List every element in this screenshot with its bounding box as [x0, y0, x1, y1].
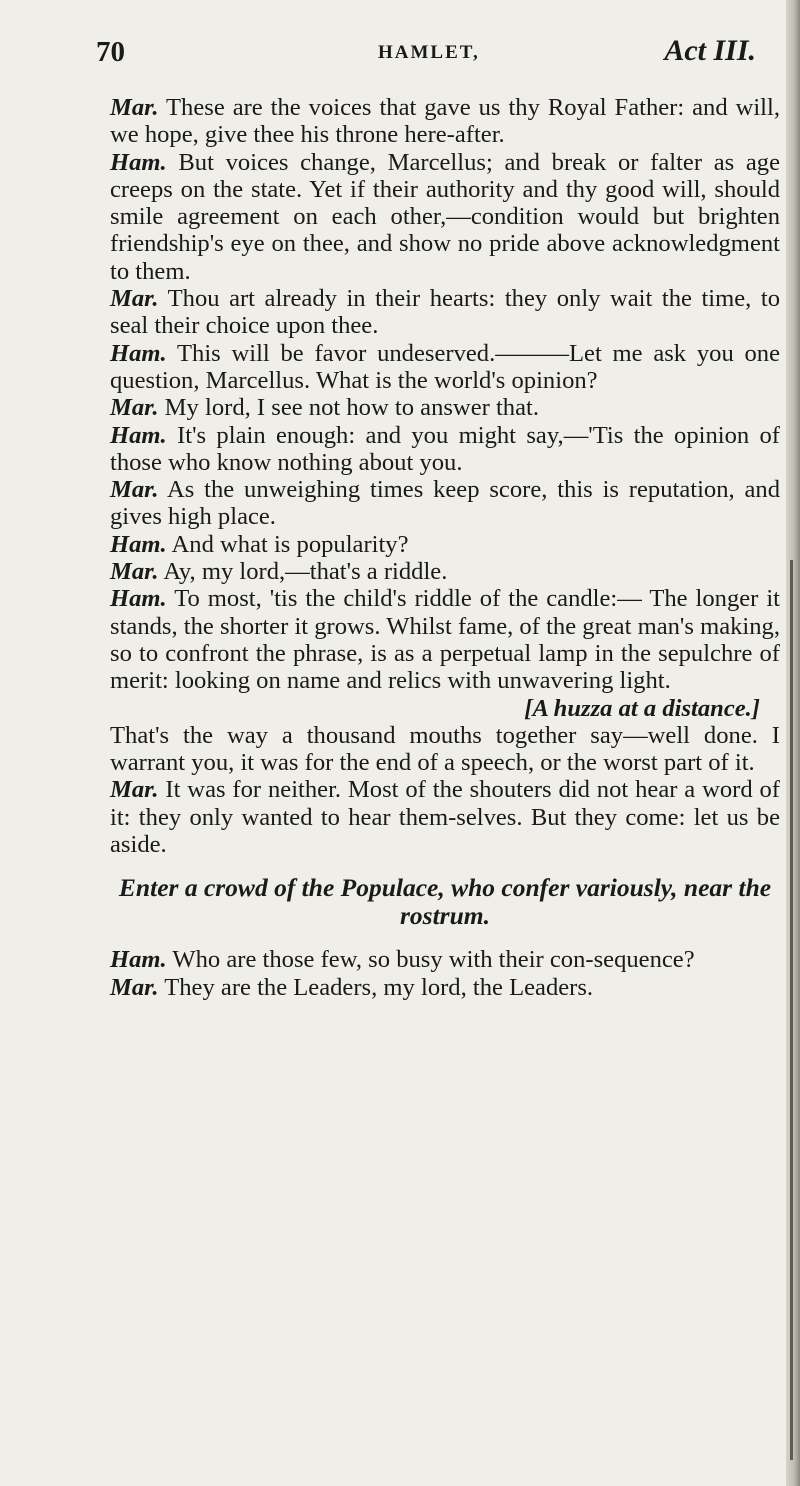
- speech-text: As the unweighing times keep score, this is reputation, and gives high place.: [110, 476, 780, 531]
- speech-1: [110, 94, 780, 149]
- speech-2: [110, 149, 780, 285]
- speech-5: [110, 394, 780, 421]
- page-edge-shadow: [786, 0, 800, 1486]
- speech-text: It's plain enough: and you might say,—'Tis the opinion of those who know nothing about you.: [110, 421, 780, 476]
- speaker-label: Ham.: [110, 946, 167, 974]
- entrance-direction: Enter a crowd of the Populace, who confer variously, near the rostrum.: [118, 873, 772, 931]
- speech-text: Thou art already in their hearts: they only wait the time, to seal their choice upon thee.: [110, 285, 780, 340]
- page-text: [110, 94, 780, 1001]
- speaker-label: Mar.: [110, 285, 159, 313]
- speech-text: It was for neither. Most of the shouters did not hear a word of it: they only wanted to hear them-selves. But they come: let us be aside.: [110, 776, 780, 859]
- speaker-label: Ham.: [110, 585, 167, 613]
- speech-continuation: That's the way a thousand mouths together say—well done. I warrant you, it was for the end of a speech, or the worst part of it.: [110, 721, 780, 777]
- speech-text: These are the voices that gave us thy Royal Father: and will, we hope, give thee his throne here-after.: [110, 94, 780, 149]
- speech-text: They are the Leaders, my lord, the Leaders.: [158, 973, 594, 1001]
- speech-text: But voices change, Marcellus; and break or falter as age creeps on the state. Yet if their authority and thy good will, should smile agreement on each other,—condition would but brighten friendship's eye on thee, and show no pride above acknowledgment to them.: [110, 148, 780, 285]
- speech-9: [110, 558, 780, 585]
- speech-6: [110, 422, 780, 477]
- speech-text: To most, 'tis the child's riddle of the candle:— The longer it stands, the shorter it grows. Whilst fame, of the great man's making, so to confront the phrase, is as a perpetual lamp in the sepulchre of merit: looking on name and relics with unwavering light.: [110, 585, 780, 695]
- speech-text: My lord, I see not how to answer that.: [158, 394, 539, 422]
- speech-text: Ay, my lord,—that's a riddle.: [158, 558, 448, 586]
- speaker-label: Ham.: [110, 530, 167, 558]
- speaker-label: Ham.: [110, 339, 167, 367]
- speaker-label: Mar.: [110, 394, 159, 422]
- speaker-label: Mar.: [110, 476, 159, 504]
- speaker-label: Mar.: [110, 776, 159, 804]
- speech-4: [110, 340, 780, 395]
- running-head: [96, 36, 760, 76]
- speech-text: Who are those few, so busy with their con-sequence?: [166, 946, 695, 974]
- speaker-label: Ham.: [110, 148, 167, 176]
- running-title: HAMLET,: [378, 42, 480, 63]
- speech-10: [110, 585, 780, 694]
- speech-7: [110, 476, 780, 531]
- stage-direction: [A huzza at a distance.]: [524, 694, 760, 722]
- speech-12: [110, 946, 780, 973]
- speech-3: [110, 285, 780, 340]
- speech-text: This will be favor undeserved.———Let me ask you one question, Marcellus. What is the world's opinion?: [110, 339, 780, 394]
- speaker-label: Mar.: [110, 558, 159, 586]
- speech-8: [110, 531, 780, 558]
- speaker-label: Mar.: [110, 94, 159, 121]
- speech-13: [110, 974, 780, 1001]
- speaker-label: Mar.: [110, 973, 159, 1001]
- page-number: 70: [96, 36, 125, 68]
- speech-11: [110, 776, 780, 858]
- act-label: Act III.: [664, 34, 756, 67]
- speaker-label: Ham.: [110, 421, 167, 449]
- speech-text: And what is popularity?: [166, 530, 409, 558]
